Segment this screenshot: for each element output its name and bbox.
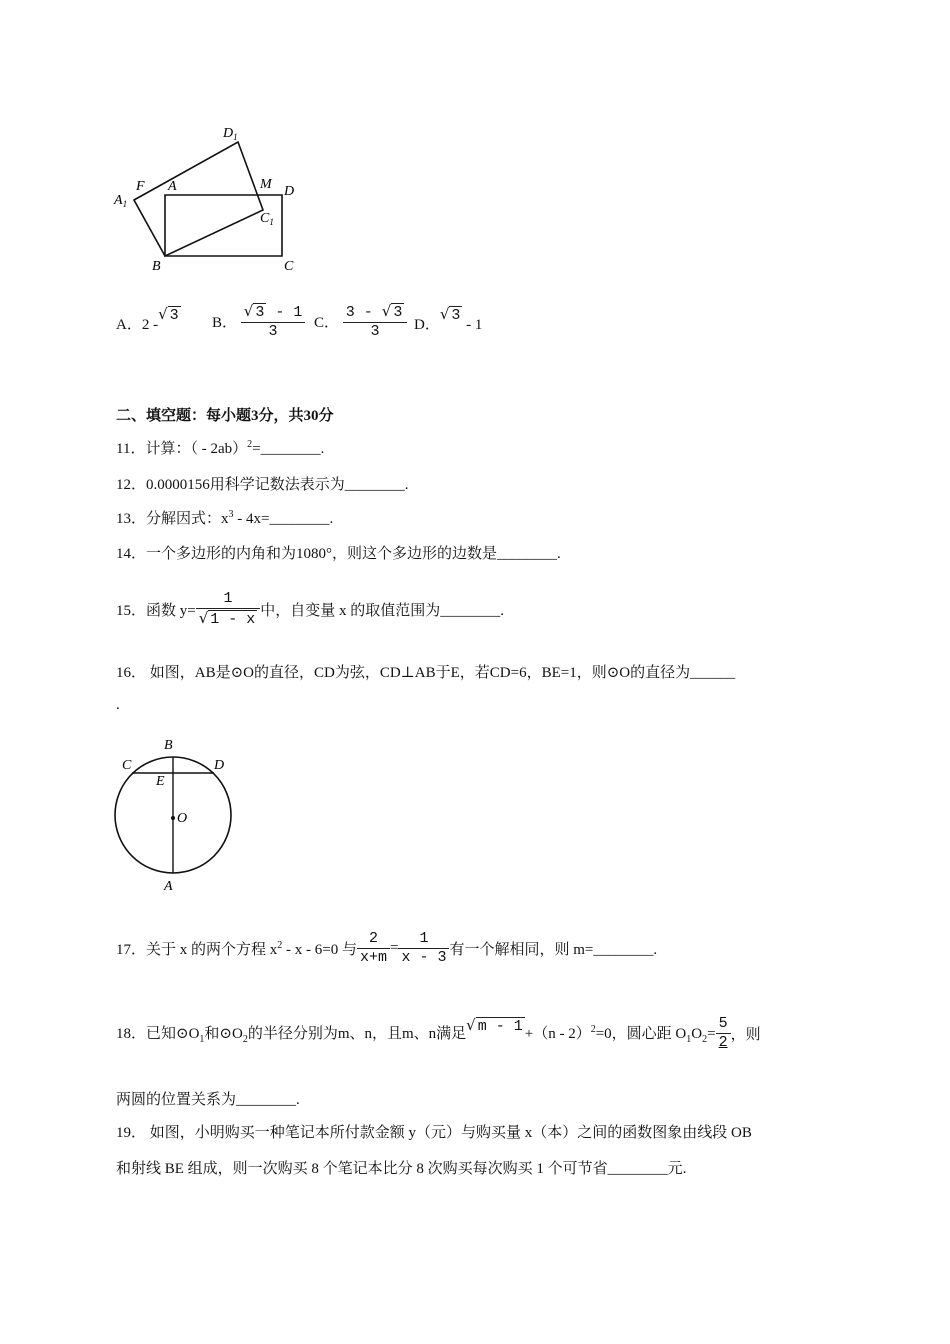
- question-13: 13．分解因式：$x^3$ - 4x=________.: [116, 509, 334, 527]
- label-e: E: [156, 774, 165, 789]
- section-title: 二、填空题：每小题3分，共30分: [116, 408, 334, 424]
- label-d1: $D_1$: [223, 126, 238, 142]
- label-c: C: [122, 758, 132, 773]
- label-a1: $A_1$: [114, 193, 128, 209]
- figure-rotated-rectangle: [110, 122, 310, 277]
- label-b: B: [164, 738, 173, 753]
- option-c: C． $\frac{3 - √ 3}{3}$: [314, 302, 407, 341]
- label-f: F: [136, 179, 145, 194]
- label-a: A: [164, 879, 173, 894]
- question-15: 15．函数 y= $\frac{1}{√ 1 - x}$ 中，自变量 x 的取值范围为________.: [116, 590, 505, 628]
- figure-circle: [108, 735, 243, 895]
- label-c1: $C_1$: [260, 211, 274, 227]
- question-19-line2: 和射线 BE 组成，则一次购买 8 个笔记本比分 8 次购买每次购买 1 个可节省________元.: [116, 1161, 687, 1177]
- label-m: M: [260, 177, 272, 192]
- center-o: [171, 816, 175, 820]
- question-18: 18．已知$⊙O_1$和$⊙O_2$的半径分别为m、n，且m、n满足√ m - 1 +（n - 2）$^2$=0，圆心距 $O_1O_2=$ $\frac{5}{2}$ ，则: [116, 1015, 761, 1051]
- question-18-line2: 两圆的位置关系为________.: [116, 1092, 300, 1108]
- question-16-tail: .: [116, 697, 120, 713]
- option-b: B． $\frac{√ 3 - 1}{3}$: [212, 302, 305, 341]
- label-a: A: [168, 179, 177, 194]
- option-d: D．√ 3 - 1: [414, 305, 483, 333]
- question-11: 11．计算：（ - 2ab）$^2$=________.: [116, 439, 325, 457]
- question-19-line1: 19． 如图，小明购买一种笔记本所付款金额 y（元）与购买量 x（本）之间的函数图象由线段 OB: [116, 1125, 752, 1141]
- label-d: D: [284, 184, 295, 199]
- question-14: 14．一个多边形的内角和为1080°，则这个多边形的边数是________.: [116, 546, 561, 562]
- label-c: C: [284, 259, 294, 274]
- rectangle-a1bc1d1: [134, 142, 263, 256]
- question-16: 16． 如图，AB是⊙O的直径，CD为弦，CD⊥AB于E，若CD=6，BE=1，则⊙O的直径为______: [116, 665, 736, 681]
- label-b: B: [152, 259, 161, 274]
- label-d: D: [214, 758, 225, 773]
- question-17: 17．关于 x 的两个方程 $x^2 - x - 6=0$ 与 $\frac{2}{x+m}$ = $\frac{1}{x - 3}$ 有一个解相同，则 m=________.: [116, 930, 658, 966]
- question-12: 12．0.0000156用科学记数法表示为________.: [116, 477, 409, 493]
- label-o: O: [177, 811, 188, 826]
- option-a: A．2 -√ 3: [116, 305, 179, 333]
